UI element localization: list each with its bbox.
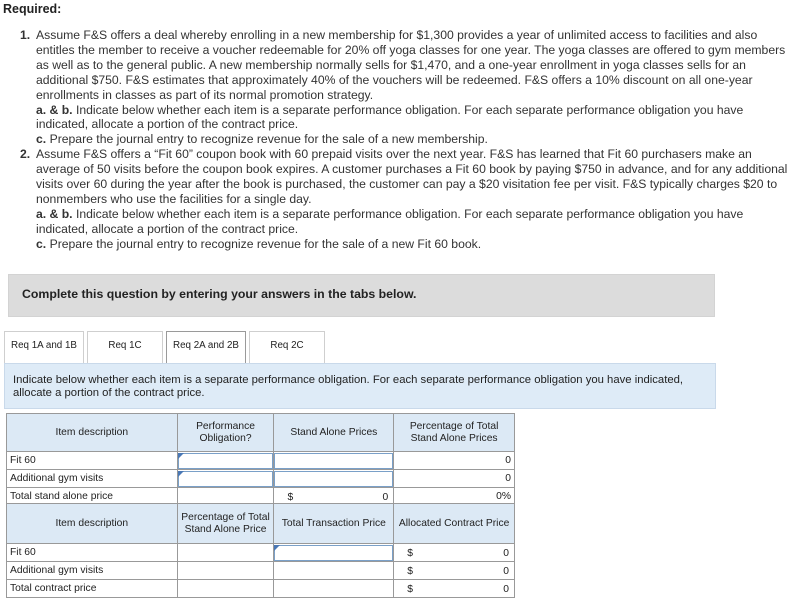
row-label-additional-gym-visits-2: Additional gym visits bbox=[7, 562, 178, 580]
pct-alloc-fit-60-cell bbox=[177, 544, 274, 562]
stand-alone-price-fit-60-cell bbox=[274, 452, 394, 470]
transaction-total-cell bbox=[274, 580, 394, 598]
question-2-ab bbox=[36, 207, 790, 237]
question-1-c-label: c. bbox=[36, 132, 47, 147]
question-2-text: Assume F&S offers a “Fit 60” coupon book with 60 prepaid visits over the next year. F&S has learned that Fit 60 purchasers make an average of 50 visits before the coupon book expires. A customer purchases a Fit 60 book by paying $750 in advance, and for any additional visits over 60 during the year after the book is purchased, the customer can pay a $20 visitation fee per visit. F&S typically charges $20 to nonmembers who use the facilities for a single day. bbox=[36, 147, 788, 206]
dollar-sign: $ bbox=[407, 565, 413, 577]
performance-obligation-gym-visits-select[interactable] bbox=[178, 471, 274, 487]
question-1-c-text: Prepare the journal entry to recognize revenue for the sale of a new membership. bbox=[49, 132, 488, 147]
table1-header-row bbox=[7, 414, 515, 452]
question-2-ab-text: Indicate below whether each item is a separate performance obligation. For each separate performance obligation you have indicated, allocate a portion of the contract price. bbox=[36, 206, 744, 236]
instruction-box bbox=[4, 363, 716, 409]
standalone-price-table bbox=[6, 413, 515, 506]
performance-obligation-gym-visits-cell bbox=[177, 470, 274, 488]
header-pct-total-stand-alone-price: Percentage of Total Stand Alone Price bbox=[177, 504, 274, 544]
tab-req-1c[interactable]: Req 1C bbox=[87, 331, 163, 363]
header-item-description: Item description bbox=[7, 414, 178, 452]
header-total-transaction-price: Total Transaction Price bbox=[274, 504, 394, 544]
header-stand-alone-prices: Stand Alone Prices bbox=[274, 414, 394, 452]
dollar-sign: $ bbox=[407, 583, 413, 595]
dollar-sign: $ bbox=[407, 547, 413, 559]
question-1-text: Assume F&S offers a deal whereby enrolling in a new membership for $1,300 provides a year of unlimited access to facilities and also entitles the member to receive a voucher redeemable for 20% off yoga classes for one year. The yoga classes are offered to gym members as well as to the general public. A new membership normally sells for $1,470, and a one-year enrollment in yoga classes sells for an additional $750. F&S estimates that approximately 40% of the vouchers will be redeemed. F&S offers a 10% discount on all one-year enrollments in classes as part of its normal promotion strategy. bbox=[36, 28, 786, 102]
total-transaction-price-cell bbox=[274, 544, 394, 562]
table-row bbox=[7, 470, 515, 488]
question-2-c-label: c. bbox=[36, 236, 47, 251]
pct-gym-visits: 0 bbox=[394, 470, 515, 488]
header-performance-obligation: Performance Obligation? bbox=[177, 414, 274, 452]
allocation-table bbox=[6, 503, 515, 598]
total-transaction-price-input[interactable] bbox=[274, 545, 393, 561]
required-heading: Required: bbox=[3, 2, 62, 16]
question-2 bbox=[20, 147, 790, 251]
question-2-number: 2. bbox=[20, 147, 31, 162]
allocated-fit-60-cell bbox=[394, 544, 515, 562]
header-item-description-2: Item description bbox=[7, 504, 178, 544]
row-label-fit-60: Fit 60 bbox=[7, 452, 178, 470]
table-row bbox=[7, 580, 515, 598]
instruction-text: Indicate below whether each item is a separate performance obligation. For each separate performance obligation you have indicated, allocate a portion of the contract price. bbox=[13, 374, 684, 399]
dollar-sign: $ bbox=[287, 491, 294, 503]
pct-fit-60: 0 bbox=[394, 452, 515, 470]
allocated-total: 0 bbox=[503, 583, 509, 595]
complete-banner bbox=[8, 274, 715, 317]
row-label-total-contract-price: Total contract price bbox=[7, 580, 178, 598]
question-1-c bbox=[36, 132, 790, 147]
row-label-additional-gym-visits: Additional gym visits bbox=[7, 470, 178, 488]
pct-alloc-total-cell bbox=[177, 580, 274, 598]
table-row bbox=[7, 544, 515, 562]
table-row bbox=[7, 562, 515, 580]
header-pct-total-stand-alone: Percentage of Total Stand Alone Prices bbox=[394, 414, 515, 452]
tab-req-1a-1b[interactable]: Req 1A and 1B bbox=[4, 331, 84, 363]
allocated-total-cell bbox=[394, 580, 515, 598]
performance-obligation-fit-60-cell bbox=[177, 452, 274, 470]
allocated-gym-visits: 0 bbox=[503, 565, 509, 577]
question-1-ab bbox=[36, 103, 790, 133]
row-label-total-stand-alone: Total stand alone price bbox=[7, 488, 178, 506]
question-1-ab-text: Indicate below whether each item is a separate performance obligation. For each separate performance obligation you have indicated, allocate a portion of the contract price. bbox=[36, 102, 744, 132]
question-1-ab-label: a. & b. bbox=[36, 102, 73, 117]
allocated-gym-visits-cell bbox=[394, 562, 515, 580]
transaction-gym-visits-cell bbox=[274, 562, 394, 580]
row-label-fit-60-2: Fit 60 bbox=[7, 544, 178, 562]
total-stand-alone-price: 0 bbox=[382, 491, 389, 503]
tab-req-2a-2b[interactable]: Req 2A and 2B bbox=[166, 331, 246, 363]
complete-banner-text: Complete this question by entering your answers in the tabs below. bbox=[22, 287, 417, 301]
question-2-ab-label: a. & b. bbox=[36, 206, 73, 221]
stand-alone-price-fit-60-input[interactable] bbox=[274, 453, 393, 469]
tab-req-2c[interactable]: Req 2C bbox=[249, 331, 325, 363]
table-row bbox=[7, 452, 515, 470]
dropdown-marker-icon bbox=[178, 471, 184, 477]
stand-alone-price-gym-visits-cell bbox=[274, 470, 394, 488]
pct-total: 0% bbox=[394, 488, 515, 506]
question-2-c-text: Prepare the journal entry to recognize revenue for the sale of a new Fit 60 book. bbox=[49, 236, 482, 251]
header-allocated-contract-price: Allocated Contract Price bbox=[394, 504, 515, 544]
question-2-c bbox=[36, 237, 790, 252]
table2-header-row bbox=[7, 504, 515, 544]
allocated-fit-60: 0 bbox=[503, 547, 509, 559]
question-1 bbox=[20, 28, 790, 147]
pct-alloc-gym-visits-cell bbox=[177, 562, 274, 580]
question-list bbox=[20, 28, 790, 252]
input-marker-icon bbox=[274, 545, 280, 551]
dropdown-marker-icon bbox=[178, 453, 184, 459]
performance-obligation-fit-60-select[interactable] bbox=[178, 453, 274, 469]
stand-alone-price-gym-visits-input[interactable] bbox=[274, 471, 393, 487]
question-1-number: 1. bbox=[20, 28, 31, 42]
